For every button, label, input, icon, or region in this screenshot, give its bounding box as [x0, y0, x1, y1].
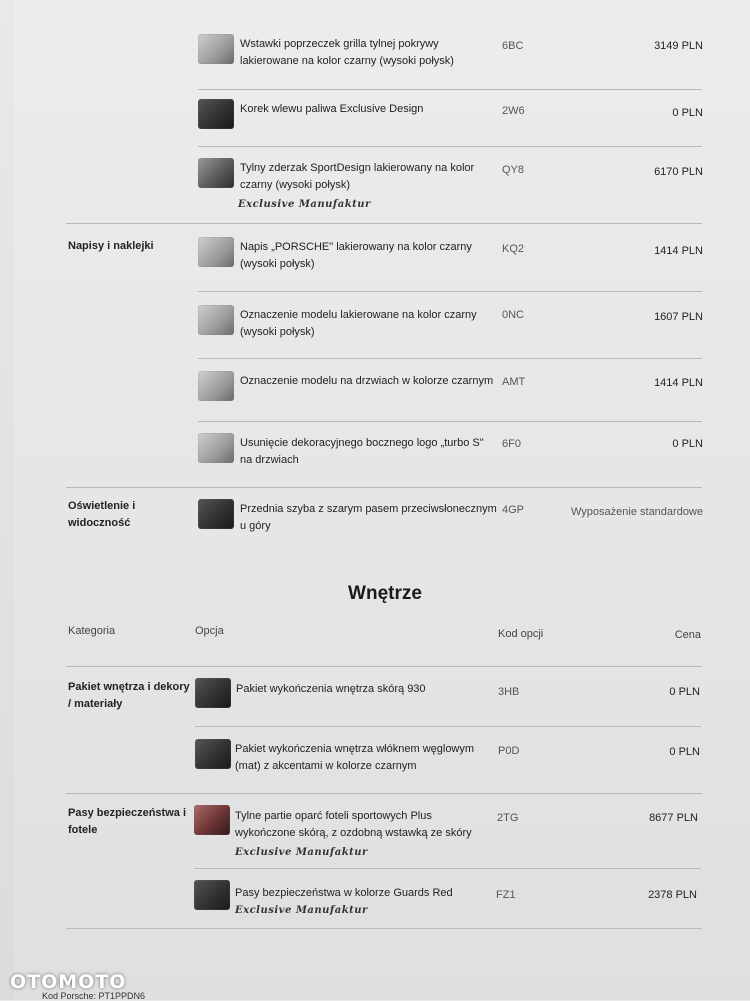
option-name [235, 808, 493, 861]
option-name: Usunięcie dekoracyjnego bocznego logo „turbo S" na drzwiach [240, 437, 484, 466]
option-thumbnail [195, 678, 231, 708]
column-header-code: Kod opcji [498, 628, 544, 640]
category-label: Napisy i naklejki [68, 240, 154, 252]
option-thumbnail [198, 99, 234, 129]
option-thumbnail [198, 499, 234, 529]
exclusive-manufaktur-signature: Exclusive Manufaktur [235, 905, 368, 916]
option-code: AMT [502, 376, 526, 388]
option-name-text: Pasy bezpieczeństwa w kolorze Guards Red [235, 887, 453, 899]
exclusive-manufaktur-signature: Exclusive Manufaktur [238, 199, 371, 210]
column-header-price: Cena [674, 629, 701, 641]
section-divider [66, 223, 702, 224]
row-divider [198, 291, 702, 292]
option-code: 3HB [498, 686, 520, 698]
row-divider [195, 726, 701, 727]
option-name: Wstawki poprzeczek grilla tylnej pokrywy lakierowane na kolor czarny (wysoki połysk) [240, 38, 454, 67]
option-code: 2TG [497, 812, 519, 824]
option-thumbnail [198, 158, 234, 188]
option-code: FZ1 [496, 889, 516, 901]
section-divider [66, 487, 702, 488]
option-name [235, 885, 493, 919]
option-price: 1414 PLN [654, 245, 703, 257]
exclusive-manufaktur-signature: Exclusive Manufaktur [235, 847, 368, 858]
option-name: Korek wlewu paliwa Exclusive Design [240, 103, 424, 115]
option-thumbnail [194, 805, 230, 835]
option-name: Oznaczenie modelu lakierowane na kolor czarny (wysoki połysk) [240, 309, 477, 338]
option-price: 6170 PLN [654, 166, 703, 178]
option-code: 2W6 [502, 105, 525, 117]
option-name: Oznaczenie modelu na drzwiach w kolorze czarnym [240, 375, 494, 387]
category-label: Pasy bezpieczeństwa i fotele [68, 807, 186, 836]
option-name [240, 160, 498, 213]
option-code: 6F0 [502, 438, 521, 450]
option-name: Pakiet wykończenia wnętrza skórą 930 [236, 683, 426, 695]
option-thumbnail [198, 305, 234, 335]
row-divider [198, 146, 702, 147]
option-name-text: Tylne partie oparć foteli sportowych Plus wykończone skórą, z ozdobną wstawką ze skóry [235, 810, 472, 839]
option-name: Pakiet wykończenia wnętrza włóknem węglowym (mat) z akcentami w kolorze czarnym [235, 743, 475, 772]
footer-text: Kod Porsche: PT1PPDN6 [42, 991, 146, 1001]
option-price: 0 PLN [672, 107, 703, 119]
column-header-category: Kategoria [68, 625, 116, 637]
row-divider [198, 89, 702, 90]
otomoto-watermark: OTOMOTO [10, 971, 127, 993]
option-price: Wyposażenie standardowe [571, 506, 703, 518]
option-name-text: Tylny zderzak SportDesign lakierowany na kolor czarny (wysoki połysk) [240, 162, 475, 191]
option-name: Przednia szyba z szarym pasem przeciwsłonecznym u góry [240, 503, 497, 532]
option-code: 0NC [502, 309, 525, 321]
row-divider [198, 421, 702, 422]
option-price: 1607 PLN [654, 311, 703, 323]
option-code: 4GP [502, 504, 525, 516]
option-thumbnail [195, 739, 231, 769]
category-label: Oświetlenie i widoczność [68, 500, 136, 529]
option-price: 0 PLN [672, 438, 703, 450]
option-code: P0D [498, 745, 520, 757]
option-thumbnail [198, 433, 234, 463]
column-header-option: Opcja [195, 625, 224, 637]
option-price: 3149 PLN [654, 40, 703, 52]
option-name: Napis „PORSCHE" lakierowany na kolor czarny (wysoki połysk) [240, 241, 472, 270]
option-price: 1414 PLN [654, 377, 703, 389]
option-price: 0 PLN [669, 746, 700, 758]
category-label: Pakiet wnętrza i dekory / materiały [68, 681, 190, 710]
section-divider [66, 928, 702, 929]
option-code: QY8 [502, 164, 525, 176]
option-price: 8677 PLN [649, 812, 698, 824]
option-thumbnail [198, 237, 234, 267]
section-title: Wnętrze [348, 583, 422, 604]
row-divider [198, 358, 702, 359]
option-price: 2378 PLN [648, 889, 697, 901]
option-thumbnail [198, 371, 234, 401]
section-divider [66, 793, 702, 794]
option-price: 0 PLN [669, 686, 700, 698]
option-thumbnail [198, 34, 234, 64]
header-divider [66, 666, 702, 667]
option-code: 6BC [502, 40, 524, 52]
row-divider [194, 868, 701, 869]
option-thumbnail [194, 880, 230, 910]
option-code: KQ2 [502, 243, 525, 255]
